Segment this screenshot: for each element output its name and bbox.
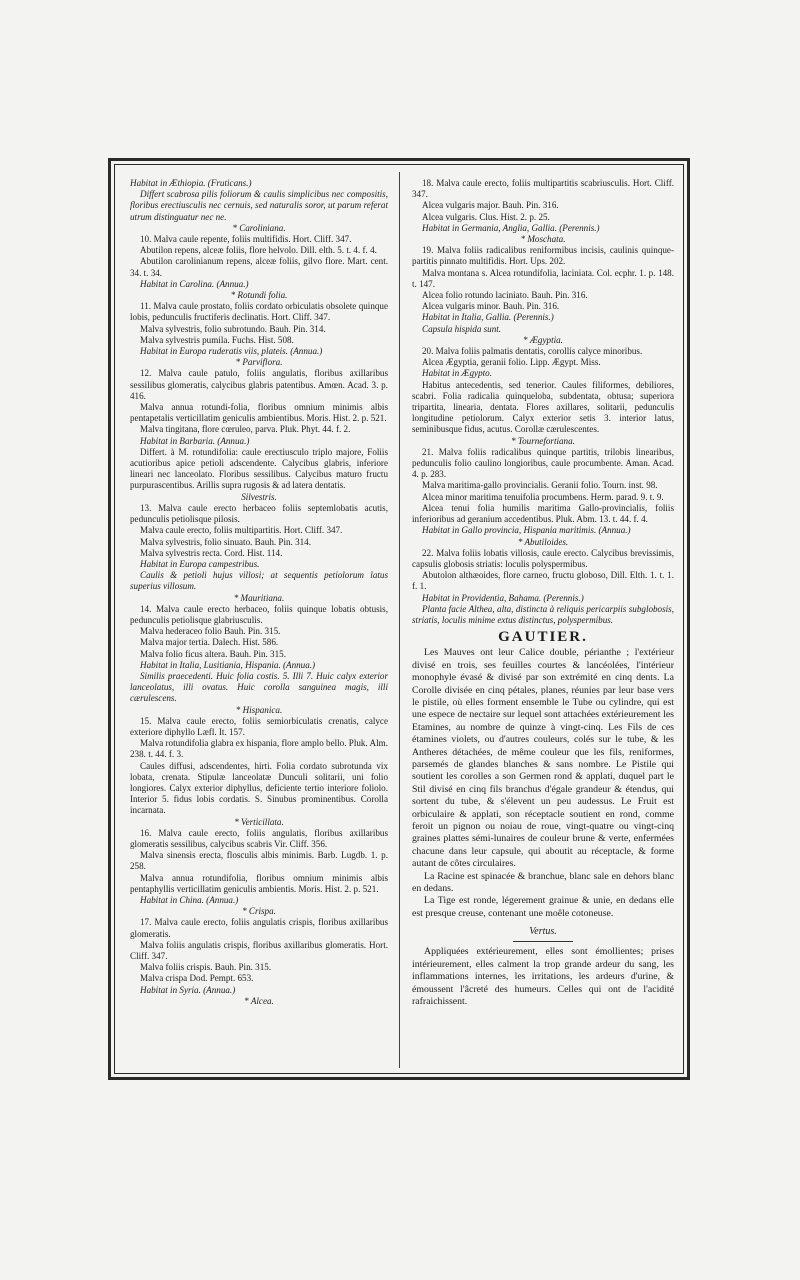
right-column-entry: 19. Malva foliis radicalibus reniformibus incisis, caulinis quinque-partitis pinnato multifidis. Hort. Ups. 202.: [412, 245, 674, 267]
left-column-entry: Habitat in Syria. (Annua.): [140, 984, 236, 995]
left-column-entry: Malva sinensis erecta, flosculis albis minimis. Barb. Lugdb. 1. p. 258.: [130, 850, 388, 872]
right-column-entry: * Tournefortiana.: [511, 435, 575, 446]
left-column-entry: Malva major tertia. Dalech. Hist. 586.: [140, 637, 279, 648]
left-column-entry: 16. Malva caule erecto, foliis angulatis, floribus axillaribus glomeratis sessilibus, calycibus scabris Vir. Cliff. 356.: [130, 827, 388, 849]
left-column-entry: Silvestris.: [241, 491, 277, 502]
left-column-entry: * Verticillata.: [234, 816, 284, 827]
left-column-entry: * Hispanica.: [235, 704, 283, 715]
right-column-entry: Habitat in Gallo provincia, Hispania maritimis. (Annua.): [422, 525, 631, 536]
left-column-entry: 14. Malva caule erecto herbaceo, foliis quinque lobatis obtusis, pedunculis petiolisque glabriusculis.: [130, 603, 388, 625]
left-column-entry: * Parviflora.: [235, 357, 283, 368]
left-column-entry: Habitat in Europa campestribus.: [140, 558, 260, 569]
left-column-entry: Abutilon repens, alceæ foliis, flore helvolo. Dill. elth. 5. t. 4. f. 4.: [140, 245, 377, 256]
left-column-entry: Caules diffusi, adscendentes, hirti. Folia cordato subrotunda vix lobata, crenata. Stipulæ lanceolatæ Dunculi solitarii, uni folio longiores. Calyx exterior diphyllus, deficiente tertio interiore foliolo. Interior 5. fidus lobis cordatis. S. Sinubus prominentibus. Corolla incarnata.: [130, 760, 388, 816]
gautier-paragraph: La Racine est spinacée & branchue, blanc sale en dehors blanc en dedans.: [412, 870, 674, 895]
right-column-entry: Habitus antecedentis, sed tenerior. Caules filiformes, debiliores, scabri. Folia radicalia quinqueloba, subdentata, obtusa; superiora tripartita, linearia, dentata. Flores axillares, solitarii, pedunculis longitudine petiolorum. Calyx exterior setis 3. interior latus, seminibusque fidus, acutus. Corollæ cærulescentes.: [412, 379, 674, 435]
virtus-divider: [513, 941, 573, 942]
left-column-entry: Similis praecedenti. Huic folia costis. 5. Illi 7. Huic calyx exterior lanceolatus, illi ovatus. Huic corolla sanguinea magis, illi cærulescens.: [130, 670, 388, 704]
left-column-entry: Malva rotundifolia glabra ex hispania, flore amplo bello. Pluk. Alm. 238. t. 44. f. 3.: [130, 738, 388, 760]
right-column-entry: Habitat in Ægypto.: [422, 368, 492, 379]
left-column-entry: 15. Malva caule erecto, foliis semiorbiculatis crenatis, calyce exteriore diphyllo Læfl. It. 157.: [130, 715, 388, 737]
right-column-entry: Alcea vulgaris. Clus. Hist. 2. p. 25.: [422, 211, 550, 222]
left-column-entry: Malva folio ficus altera. Bauh. Pin. 315.: [140, 648, 286, 659]
left-column-entry: Malva sylvestris recta. Cord. Hist. 114.: [140, 547, 283, 558]
right-column-entry: Habitat in Providentia, Bahama. (Perennis.): [422, 592, 584, 603]
left-column-entry: Malva hederaceo folio Bauh. Pin. 315.: [140, 626, 281, 637]
right-column-entry: Alcea vulgaris major. Bauh. Pin. 316.: [422, 200, 559, 211]
gautier-heading: GAUTIER.: [498, 629, 588, 646]
right-column-entry: Habitat in Italia, Gallia. (Perennis.): [422, 312, 554, 323]
right-column-entry: Habitat in Germania, Anglia, Gallia. (Perennis.): [422, 222, 600, 233]
gautier-description: [412, 647, 674, 920]
left-column-entry: * Rotundi folia.: [230, 290, 288, 301]
right-column-entry: 18. Malva caule erecto, foliis multipartitis scabriusculis. Hort. Cliff. 347.: [412, 178, 674, 200]
left-column-entry: Malva sylvestris, folio subrotundo. Bauh. Pin. 314.: [140, 323, 326, 334]
left-column-entry: Habitat in Carolina. (Annua.): [140, 278, 249, 289]
left-column-entry: Habitat in Æthiopia. (Fruticans.): [130, 178, 252, 188]
right-column-entry: 20. Malva foliis palmatis dentatis, corollis calyce minoribus.: [422, 346, 643, 357]
right-column-entry: Alcea minor maritima tenuifolia procumbens. Herm. parad. 9. t. 9.: [422, 491, 664, 502]
left-column-entry: Habitat in Italia, Lusitiania, Hispania. (Annua.): [140, 659, 316, 670]
right-column: [412, 178, 674, 1070]
column-divider: [399, 172, 400, 1068]
gautier-paragraph: Les Mauves ont leur Calice double, périanthe ; l'extérieur divisé en trois, ses feuilles courtes & lancéolées, l'intérieur monophyle évasé & divisé par son extrémité en cinq dents. La Corolle divisée en cinq pétales, planes, réunies par leur base vers le pistile, où elles forment ensemble le Tube ou cylindre, qui est une espece de nectaire sur lequel sont attachées extérieurement les Etamines, au nombre de quinze à vingt-cinq. Les Fils de ces étamines violets, ou d'autres couleurs, colés sur le tube, & les Antheres détachées, de même couleur que les fils, reniformes, parsemés de glandes blanches & sans nombre. Le Pistile qui soutient les corolles a son Germen rond & applati, duquel part le Stil divisé en cinq fils branchus d'égale grandeur & étendus, qui sortent du tube, & s'élevent un peu audessus. Le Fruit est orbiculaire & applati, son réceptacle soutient en rond, comme feroit un pignon ou noiau de roue, vingt-quatre ou vingt-cinq graines plattes sémi-lunaires de couleur brune & verte, enfermées chacune dans leur capsule, qui aboutit au réceptacle, & forme autant de côtes circulaires.: [412, 647, 674, 870]
left-column-entry: * Caroliniana.: [232, 222, 286, 233]
left-column-entry: Habitat in Barbaria. (Annua.): [140, 435, 250, 446]
right-column-entry: Malva montana s. Alcea rotundifolia, laciniata. Col. ecphr. 1. p. 148. t. 147.: [412, 267, 674, 289]
left-column-entry: Malva annua rotundifolia, floribus omnium minimis albis pentaphyllis verticillatim geniculis ambientis. Moris. Hist. 2. p. 521.: [130, 872, 388, 894]
right-column-entry: Alcea Ægyptia, geranii folio. Lipp. Ægypt. Miss.: [422, 357, 601, 368]
left-column-entry: * Mauritiana.: [233, 592, 285, 603]
virtus-title: Vertus.: [529, 926, 557, 938]
right-column-entry: Alcea folio rotundo laciniato. Bauh. Pin. 316.: [422, 290, 588, 301]
right-column-entry: * Abutiloides.: [517, 536, 569, 547]
left-column-entry: 10. Malva caule repente, foliis multifidis. Hort. Cliff. 347.: [140, 234, 352, 245]
right-column-entry: * Moschata.: [520, 234, 566, 245]
left-column-entry: Caulis & petioli hujus villosi; at sequentis petiolorum latus superius villosum.: [130, 570, 388, 592]
left-column: [130, 178, 388, 1070]
left-column-entry: Malva sylvestris, folio sinuato. Bauh. Pin. 314.: [140, 536, 312, 547]
left-column-entry: Malva foliis angulatis crispis, floribus axillaribus glomeratis. Hort. Cliff. 347.: [130, 939, 388, 962]
gautier-paragraph: La Tige est ronde, légerement grainue & unie, en dedans elle est presque creuse, contenant une moêle cotoneuse.: [412, 895, 674, 919]
right-column-entry: * Ægyptia.: [523, 334, 563, 345]
left-column-entry: Abutilon carolinianum repens, alceæ foliis, gilvo flore. Mart. cent. 34. t. 34.: [130, 256, 388, 278]
right-column-entry: Abutolon althæoides, flore carneo, fructu globoso, Dill. Elth. 1. t. 1. f. 1.: [412, 570, 674, 592]
left-column-entry: * Crispa.: [242, 906, 276, 917]
left-column-entry: Malva crispa Dod. Pempt. 653.: [140, 973, 254, 984]
right-column-entry: 22. Malva foliis lobatis villosis, caule erecto. Calycibus brevissimis, capsulis globosis striatis: loculis polyspermibus.: [412, 547, 674, 569]
left-column-entry: Differt scabrosa pilis foliorum & caulis simplicibus nec compositis, floribus erectiusculis nec cernuis, sed naturalis soror, ut parum referat utrum distinguatur nec ne.: [130, 189, 388, 222]
right-column-entry: Alcea tenui folia humilis maritima Gallo-provincialis, foliis inferioribus ad geranium accedentibus. Pluk. Abm. 13. t. 44. f. 4.: [412, 502, 674, 525]
left-column-entry: 13. Malva caule erecto herbaceo foliis septemlobatis acutis, pedunculis petiolisque pilosis.: [130, 502, 388, 525]
left-column-entry: 17. Malva caule erecto, foliis angulatis crispis, floribus axillaribus glomeratis.: [130, 917, 388, 939]
right-column-entry: Alcea vulgaris minor. Bauh. Pin. 316.: [422, 301, 560, 312]
right-column-entry: 21. Malva foliis radicalibus quinque partitis, trilobis linearibus, pedunculis folio caulino longioribus, caule procumbente. Aman. Acad. 4. p. 283.: [412, 446, 674, 480]
left-column-entry: Malva caule erecto, foliis multipartitis. Hort. Cliff. 347.: [140, 525, 343, 536]
left-column-entry: 12. Malva caule patulo, foliis angulatis, floribus axillaribus sessilibus glomeratis, calycibus glabris patentibus. Amœn. Acad. 3. p. 416.: [130, 368, 388, 401]
left-column-entry: Habitat in China. (Annua.): [140, 895, 239, 905]
species-list-right: [412, 178, 674, 626]
virtus-text: Appliquées extérieurement, elles sont émollientes; prises intérieurement, elles calment la trop grande ardeur du sang, les inflammations internes, les irritations, les ardeurs d'urine, & émoussent l'âcreté des humeurs. Celles qui ont de l'acidité rafraichissent.: [412, 946, 674, 1008]
left-column-entry: 11. Malva caule prostato, foliis cordato orbiculatis obsolete quinque lobis, pedunculis fructiferis declinatis. Hort. Cliff. 347.: [130, 301, 388, 323]
right-column-entry: Planta facie Althea, alta, distincta à reliquis pericarpiis subglobosis, striatis, loculis minime extus distinctus, polyspermibus.: [412, 603, 674, 625]
left-column-entry: Malva foliis crispis. Bauh. Pin. 315.: [140, 962, 272, 973]
right-column-entry: Malva maritima-gallo provincialis. Geranii folio. Tourn. inst. 98.: [422, 480, 658, 491]
left-column-entry: Malva annua rotundi-folia, floribus omnium minimis albis pentapetalis verticillatim geniculis ambientibus. Moris. Hist. 2. p. 521.: [130, 402, 388, 424]
left-column-entry: * Alcea.: [244, 995, 274, 1006]
right-column-entry: Capsula hispida sunt.: [422, 323, 502, 334]
left-column-entry: Malva tingitana, flore cœruleo, parva. Pluk. Phyt. 44. f. 2.: [140, 424, 351, 435]
left-column-entry: Malva sylvestris pumila. Fuchs. Hist. 508.: [140, 334, 294, 345]
left-column-entry: Differt. à M. rotundifolia: caule erectiusculo triplo majore, Foliis acutioribus apice petioli adscendente. Calycibus glabris, inferiore lineari nec lanceolato. Floribus sessilibus. Calycibus maturo fructu purpurascentibus. Arillis supra rugosis & ad latera dentatis.: [130, 446, 388, 491]
left-column-entry: Habitat in Europa ruderatis viis, plateis. (Annua.): [140, 346, 323, 357]
